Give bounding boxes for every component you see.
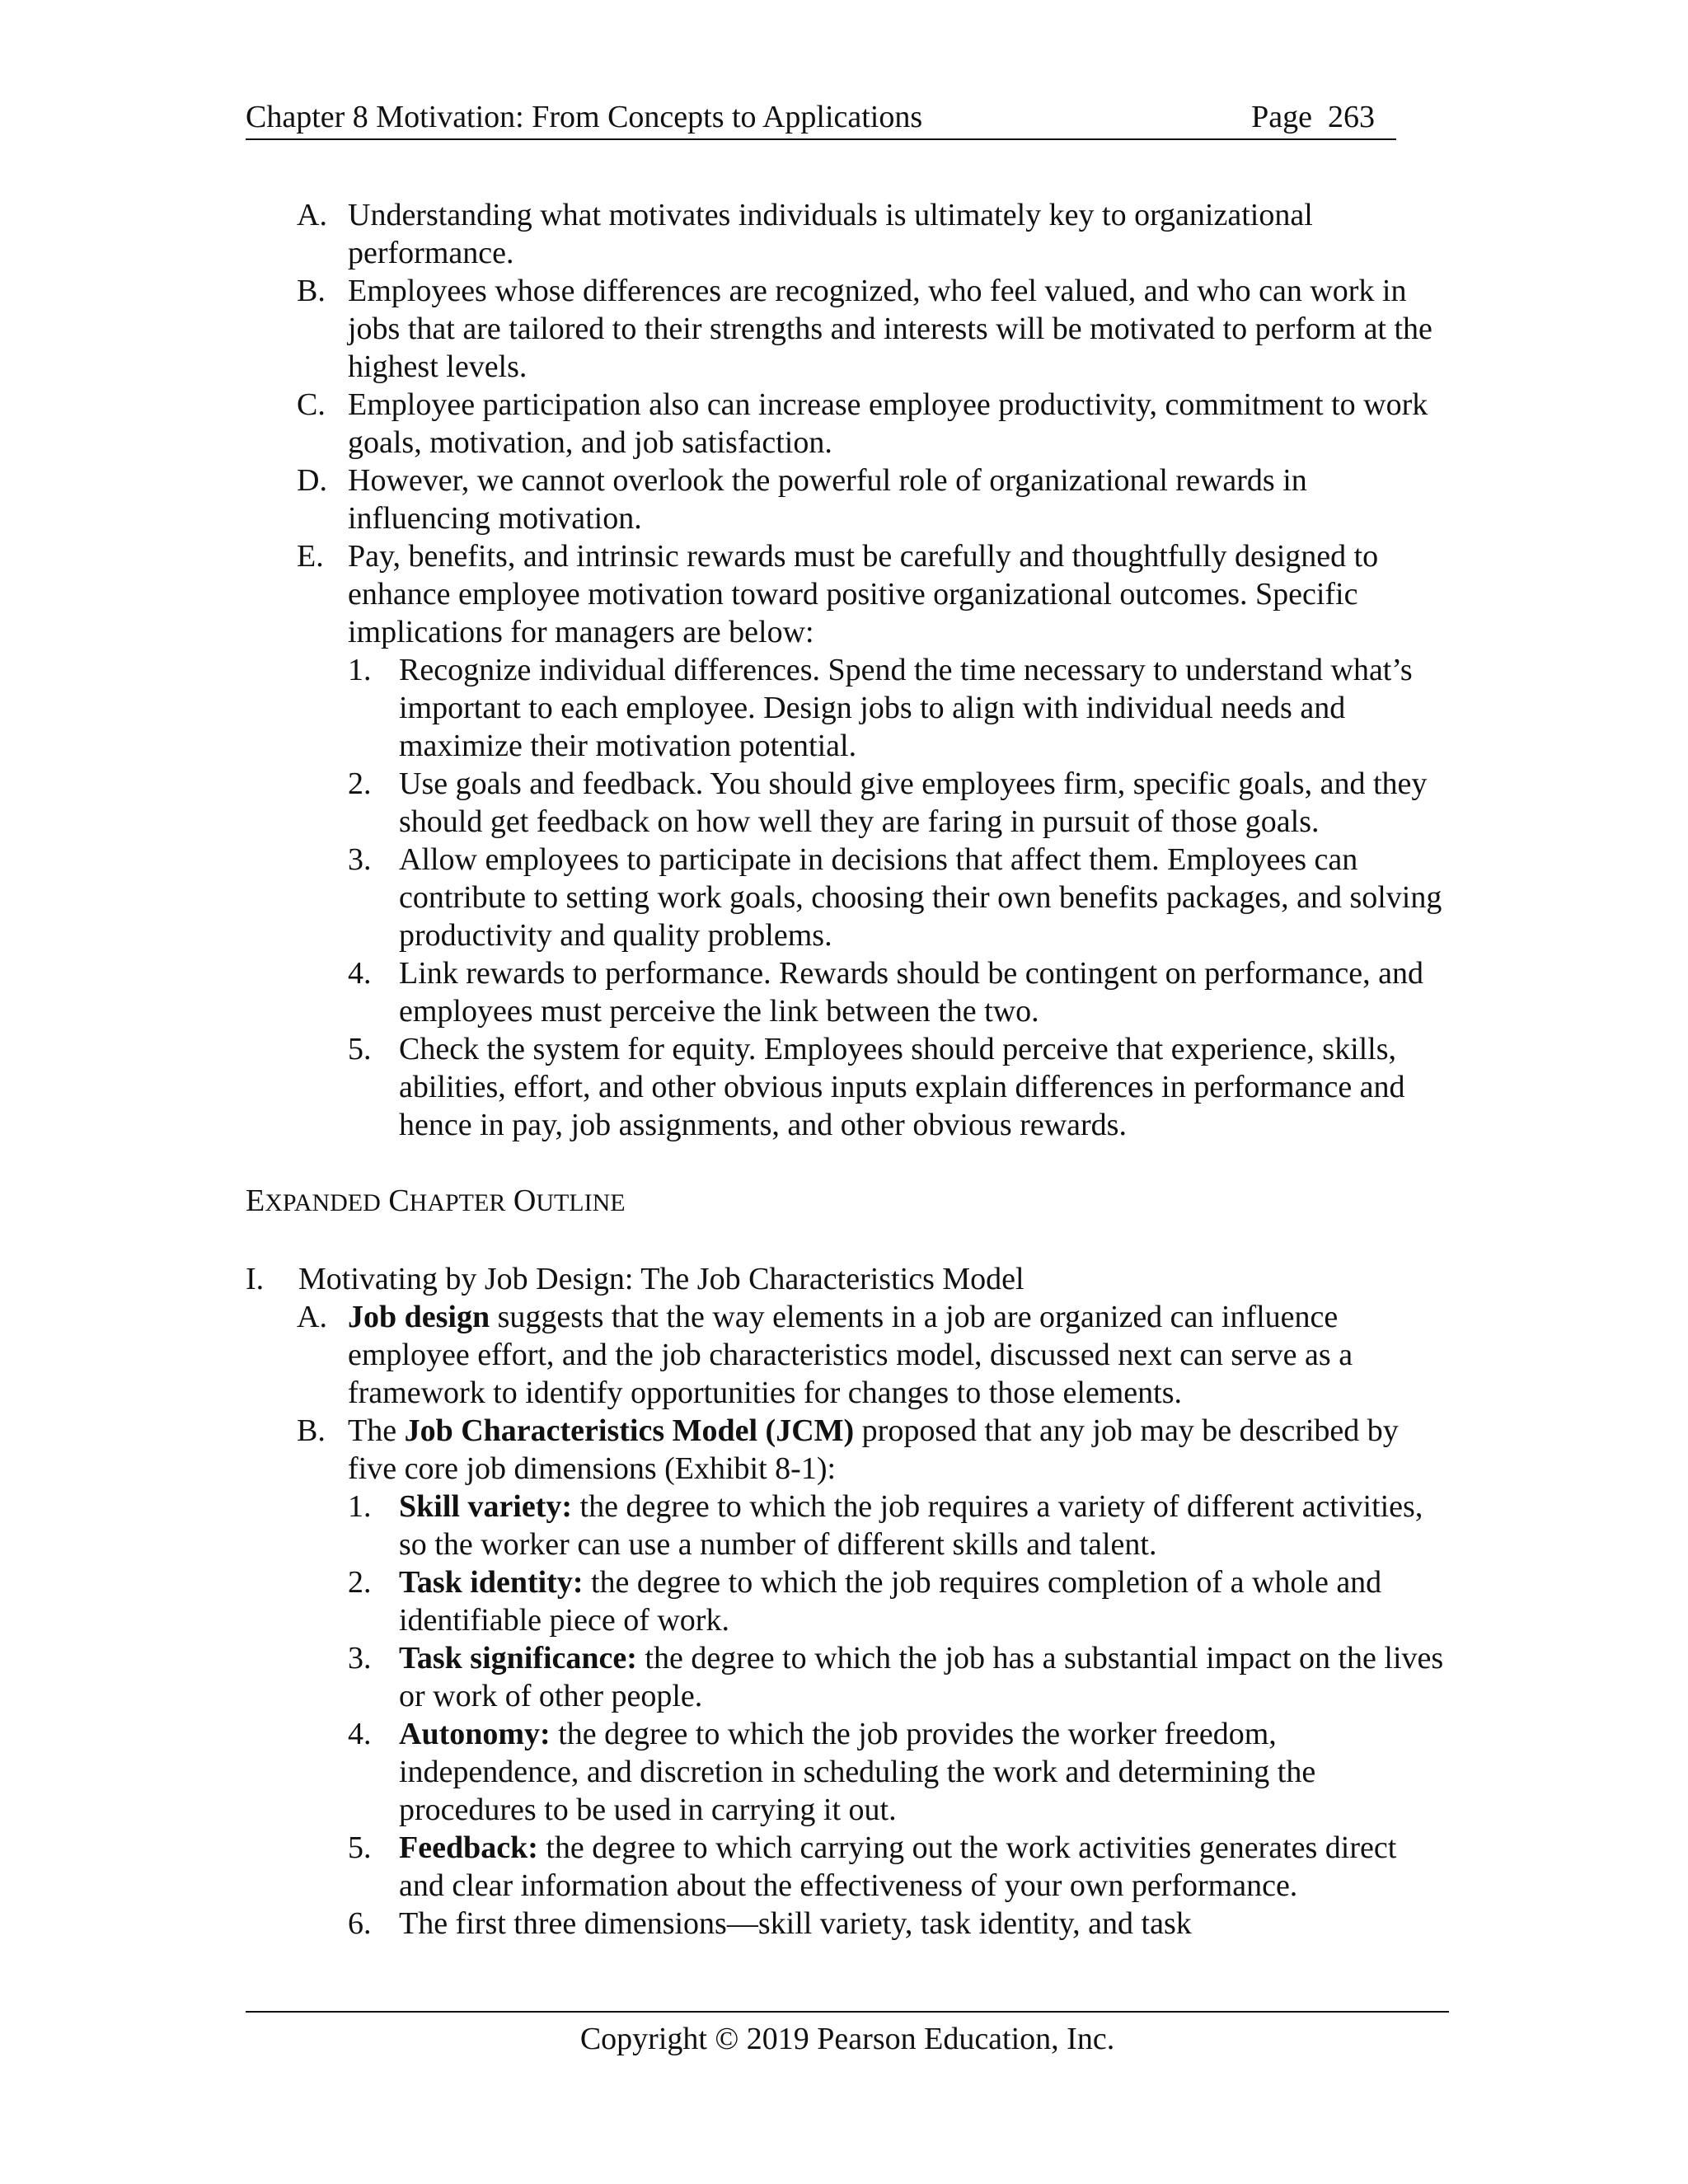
implication-item: 3. Allow employees to participate in decisions that affect them. Employees can contribute to setting work goals, choosing their own benefits packages, and solving productivity and quality problems.	[348, 842, 1442, 953]
page-label: Page	[1251, 100, 1312, 134]
footer-copyright: Copyright © 2019 Pearson Education, Inc.	[579, 2022, 1115, 2056]
outline-item-a: A. Job design suggests that the way elements in a job are organized can influence employee effort, and the job characteristics model, discussed next can serve as a framework to identify opportunities for changes to those elements.	[297, 1300, 1353, 1410]
list-item: D. However, we cannot overlook the powerful role of organizational rewards in influencing motivation.	[297, 463, 1307, 536]
section-heading: EXPANDED CHAPTER OUTLINE	[246, 1183, 626, 1218]
document-body	[246, 196, 1449, 1943]
page-number	[1251, 97, 1375, 137]
term-bold: Job design	[348, 1300, 490, 1334]
implication-item: 4. Link rewards to performance. Rewards should be contingent on performance, and employees must perceive the link between the two.	[348, 956, 1424, 1029]
dimension-item: 4. Autonomy: the degree to which the job provides the worker freedom, independence, and discretion in scheduling the work and determining the procedures to be used in carrying it out.	[348, 1717, 1316, 1827]
implication-item: 1. Recognize individual differences. Spend the time necessary to understand what’s important to each employee. Design jobs to align with individual needs and maximize their motivation potential.	[348, 653, 1413, 763]
term-bold: Job Characteristics Model (JCM)	[404, 1413, 855, 1448]
list-item: A. Understanding what motivates individuals is ultimately key to organizational performance.	[297, 198, 1313, 270]
header-rule	[246, 138, 1396, 140]
dimension-item: 3. Task significance: the degree to which the job has a substantial impact on the lives or work of other people.	[348, 1641, 1444, 1713]
dimension-item: 5. Feedback: the degree to which carrying out the work activities generates direct and clear information about the effectiveness of your own performance.	[348, 1830, 1397, 1903]
footer-rule	[246, 2011, 1449, 2013]
page-number-value: 263	[1328, 100, 1375, 134]
dimension-item: 6. The first three dimensions—skill variety, task identity, and task	[348, 1906, 1192, 1941]
list-item: E. Pay, benefits, and intrinsic rewards must be carefully and thoughtfully designed to enhance employee motivation toward positive organizational outcomes. Specific implications for managers are below:	[297, 539, 1379, 649]
list-item: C. Employee participation also can increase employee productivity, commitment to work goals, motivation, and job satisfaction.	[297, 387, 1428, 460]
chapter-title: Chapter 8 Motivation: From Concepts to Applications	[246, 100, 923, 134]
list-item: B. Employees whose differences are recognized, who feel valued, and who can work in jobs that are tailored to their strengths and interests will be motivated to perform at the highest levels.	[297, 274, 1432, 384]
implication-item: 5. Check the system for equity. Employees should perceive that experience, skills, abilities, effort, and other obvious inputs explain differences in performance and hence in pay, job assignments, and other obvious rewards.	[348, 1032, 1405, 1142]
dimension-item: 2. Task identity: the degree to which the job requires completion of a whole and identifiable piece of work.	[348, 1565, 1382, 1638]
outline-heading: I. Motivating by Job Design: The Job Characteristics Model	[246, 1262, 1025, 1296]
outline-item-b: B. The Job Characteristics Model (JCM) proposed that any job may be described by five core job dimensions (Exhibit 8-1):	[297, 1413, 1399, 1486]
implication-item: 2. Use goals and feedback. You should give employees firm, specific goals, and they should get feedback on how well they are faring in pursuit of those goals.	[348, 766, 1428, 839]
dimension-item: 1. Skill variety: the degree to which the job requires a variety of different activities, so the worker can use a number of different skills and talent.	[348, 1489, 1423, 1562]
